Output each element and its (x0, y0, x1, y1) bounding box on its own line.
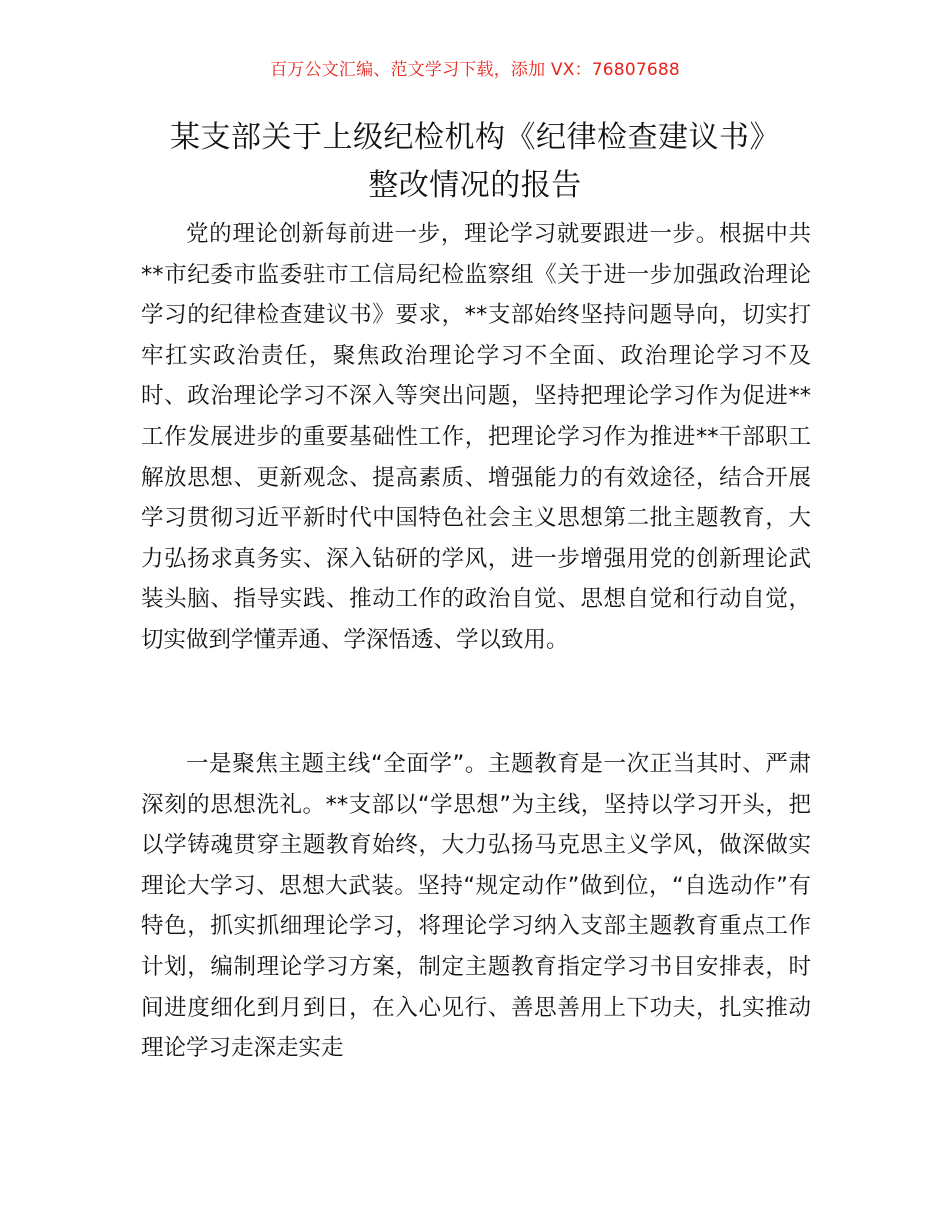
header-banner: 百万公文汇编、范文学习下载，添加 VX：76807688 (270, 60, 680, 80)
document-title (120, 114, 830, 210)
body-paragraph-first-point: 一是聚焦主题主线“全面学”。主题教育是一次正当其时、严肃深刻的思想洗礼。**支部以“学思想”为主线，坚持以学习开头，把以学铸魂贯穿主题教育始终，大力弘扬马克思主义学风，做深做实理论大学习、思想大武装。坚持“规定动作”做到位，“自选动作”有特色，抓实抓细理论学习，将理论学习纳入支部主题教育重点工作计划，编制理论学习方案，制定主题教育指定学习书目安排表，时间进度细化到月到日，在入心见行、善思善用上下功夫，扎实推动理论学习走深走实走 (141, 751, 811, 1062)
body-paragraph-intro: 党的理论创新每前进一步，理论学习就要跟进一步。根据中共**市纪委市监委驻市工信局纪检监察组《关于进一步加强政治理论学习的纪律检查建议书》要求，**支部始终坚持问题导向，切实打牢扛实政治责任，聚焦政治理论学习不全面、政治理论学习不及时、政治理论学习不深入等突出问题，坚持把理论学习作为促进**工作发展进步的重要基础性工作，把理论学习作为推进**干部职工解放思想、更新观念、提高素质、增强能力的有效途径，结合开展学习贯彻习近平新时代中国特色社会主义思想第二批主题教育，大力弘扬求真务实、深入钻研的学风，进一步增强用党的创新理论武装头脑、指导实践、推动工作的政治自觉、思想自觉和行动自觉，切实做到学懂弄通、学深悟透、学以致用。 (141, 221, 811, 653)
title-line-2: 整改情况的报告 (368, 168, 582, 203)
title-line-1: 某支部关于上级纪检机构《纪律检查建议书》 (170, 120, 780, 155)
